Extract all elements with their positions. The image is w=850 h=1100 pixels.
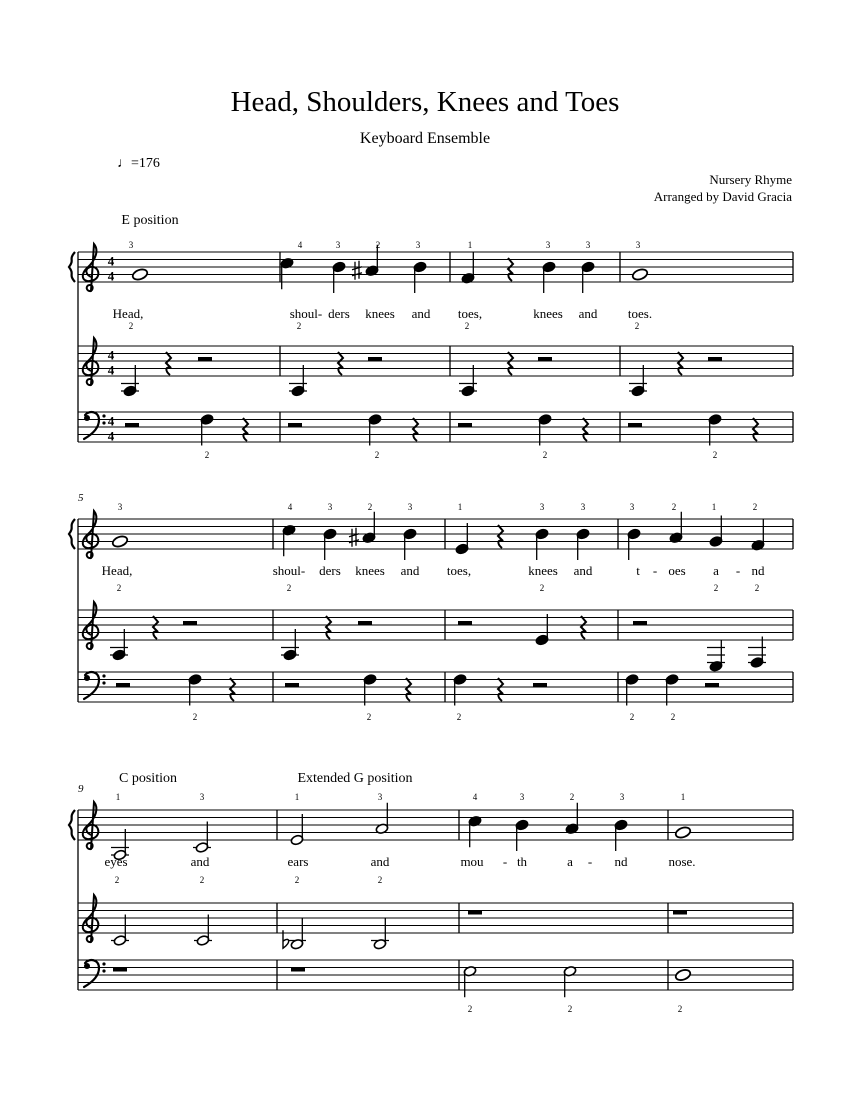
- half-rest-s0-st2: [458, 423, 472, 427]
- fingering-mid-s0-0: 2: [128, 321, 134, 331]
- brace-icon-s0: [69, 252, 75, 282]
- treble-clef-icon-s0-st1: [83, 338, 99, 385]
- bass-clef-icon-s2-dot-lower: [102, 969, 105, 972]
- fingering-top-s1-5: 1: [457, 502, 463, 512]
- fingering-bass-s0-1: 2: [374, 450, 380, 460]
- whole-note-s0-st0: [131, 268, 148, 282]
- sharp-accidental-s1-st0: [349, 528, 359, 547]
- half-rest-s1-st2: [116, 683, 130, 687]
- fingering-mid-s2-1: 2: [199, 875, 205, 885]
- quarter-rest-s1-st2: [498, 678, 503, 701]
- fingering-top-s1-1: 4: [287, 502, 293, 512]
- half-rest-s0-st2: [125, 423, 139, 427]
- fingering-mid-s0-1: 2: [296, 321, 302, 331]
- lyric-s2-8: -: [587, 854, 593, 869]
- bass-clef-icon-s2-dot: [84, 963, 90, 969]
- fingering-top-s1-8: 3: [629, 502, 635, 512]
- fingering-top-s0-3: 2: [375, 240, 381, 250]
- lyric-s1-10: oes: [668, 563, 686, 578]
- treble-clef-icon-s1-st1: [83, 602, 99, 649]
- time-signature-s0-st0-numerator: 4: [107, 253, 115, 269]
- fingering-mid-s1-2: 2: [539, 583, 545, 593]
- measure-number-s1: 5: [78, 492, 84, 504]
- fingering-top-s0-1: 4: [297, 240, 303, 250]
- fingering-mid-s0-3: 2: [634, 321, 640, 331]
- quarter-rest-s1-st1: [581, 616, 586, 639]
- fingering-bass-s0-0: 2: [204, 450, 210, 460]
- time-signature-s0-st2-numerator: 4: [107, 413, 115, 429]
- time-signature-s0-st0-denominator: 4: [107, 268, 115, 284]
- hand-position-label-s2-0: C position: [119, 771, 177, 786]
- fingering-top-s1-4: 3: [407, 502, 413, 512]
- fingering-mid-s2-3: 2: [377, 875, 383, 885]
- quarter-rest-s0-st2: [583, 418, 588, 441]
- quarter-rest-s1-st2: [406, 678, 411, 701]
- quarter-rest-s0-st2: [753, 418, 758, 441]
- fingering-bass-s0-2: 2: [542, 450, 548, 460]
- lyric-s0-5: toes,: [457, 306, 483, 321]
- half-rest-s0-st1: [198, 357, 212, 361]
- fingering-top-s1-7: 3: [580, 502, 586, 512]
- half-rest-s1-st2: [285, 683, 299, 687]
- fingering-top-s2-6: 2: [569, 792, 575, 802]
- fingering-bass-s2-1: 2: [567, 1004, 573, 1014]
- fingering-top-s1-0: 3: [117, 502, 123, 512]
- fingering-mid-s2-2: 2: [294, 875, 300, 885]
- fingering-bass-s2-2: 2: [677, 1004, 683, 1014]
- fingering-top-s0-2: 3: [335, 240, 341, 250]
- fingering-top-s1-11: 2: [752, 502, 758, 512]
- lyric-s1-1: shoul-: [272, 563, 306, 578]
- bass-clef-icon-s1-dot-lower: [102, 681, 105, 684]
- quarter-rest-s0-st2: [413, 418, 418, 441]
- quarter-rest-s0-st1: [338, 352, 343, 375]
- fingering-top-s2-5: 3: [519, 792, 525, 802]
- treble-clef-icon-s2-st1: [83, 895, 99, 942]
- lyric-s2-9: nd: [614, 854, 628, 869]
- half-rest-s1-st2: [705, 683, 719, 687]
- fingering-top-s2-8: 1: [680, 792, 686, 802]
- fingering-top-s2-1: 3: [199, 792, 205, 802]
- lyric-s1-5: toes,: [446, 563, 472, 578]
- fingering-top-s0-4: 3: [415, 240, 421, 250]
- half-rest-s0-st1: [368, 357, 382, 361]
- fingering-mid-s2-0: 2: [114, 875, 120, 885]
- lyric-s2-3: and: [370, 854, 390, 869]
- lyric-s1-2: ders: [319, 563, 341, 578]
- fingering-top-s1-6: 3: [539, 502, 545, 512]
- fingering-mid-s0-2: 2: [464, 321, 470, 331]
- lyric-s1-3: knees: [355, 563, 385, 578]
- quarter-rest-s0-st1: [508, 352, 513, 375]
- whole-note-s2-st0: [674, 826, 691, 840]
- treble-clef-icon-s1-st0: [83, 511, 99, 558]
- tempo-value: =176: [131, 156, 160, 171]
- lyric-s2-7: a: [567, 854, 573, 869]
- fingering-top-s2-4: 4: [472, 792, 478, 802]
- bass-clef-icon-s0-dot-lower: [102, 421, 105, 424]
- quarter-rest-s1-st1: [153, 616, 158, 639]
- brace-icon-s1: [69, 519, 75, 549]
- fingering-mid-s1-0: 2: [116, 583, 122, 593]
- half-rest-s1-st1: [458, 621, 472, 625]
- fingering-top-s1-9: 2: [671, 502, 677, 512]
- half-rest-s1-st1: [358, 621, 372, 625]
- fingering-mid-s1-1: 2: [286, 583, 292, 593]
- fingering-top-s2-3: 3: [377, 792, 383, 802]
- fingering-top-s1-2: 3: [327, 502, 333, 512]
- lyric-s0-0: Head,: [112, 306, 144, 321]
- quarter-rest-s0-st2: [243, 418, 248, 441]
- lyric-s0-6: knees: [533, 306, 563, 321]
- quarter-rest-s1-st2: [230, 678, 235, 701]
- half-rest-s0-st1: [708, 357, 722, 361]
- hand-position-label-s2-1: Extended G position: [297, 771, 413, 786]
- fingering-mid-s1-3: 2: [713, 583, 719, 593]
- whole-note-s0-st0: [631, 268, 648, 282]
- fingering-top-s0-7: 3: [585, 240, 591, 250]
- lyric-s1-7: and: [573, 563, 593, 578]
- lyric-s0-2: ders: [328, 306, 350, 321]
- fingering-top-s0-0: 3: [128, 240, 134, 250]
- treble-clef-icon-s0-st0: [83, 244, 99, 291]
- fingering-bass-s0-3: 2: [712, 450, 718, 460]
- lyric-s1-9: -: [652, 563, 658, 578]
- fingering-bass-s1-2: 2: [456, 712, 462, 722]
- composer-credit: Nursery Rhyme: [709, 172, 792, 187]
- bass-clef-icon-s2-dot-upper: [102, 962, 105, 965]
- quarter-rest-s1-st0: [498, 525, 503, 548]
- fingering-top-s1-3: 2: [367, 502, 373, 512]
- time-signature-s0-st2-denominator: 4: [107, 428, 115, 444]
- whole-rest-s2-st2: [291, 968, 305, 972]
- lyric-s0-4: and: [411, 306, 431, 321]
- lyric-s2-6: th: [516, 854, 528, 869]
- lyric-s0-3: knees: [365, 306, 395, 321]
- measure-number-s2: 9: [78, 783, 84, 795]
- lyric-s2-4: mou: [460, 854, 484, 869]
- lyric-s2-5: -: [502, 854, 508, 869]
- lyric-s1-8: t: [636, 563, 640, 578]
- fingering-top-s1-10: 1: [711, 502, 717, 512]
- half-rest-s0-st2: [628, 423, 642, 427]
- fingering-bass-s2-0: 2: [467, 1004, 473, 1014]
- fingering-mid-s1-4: 2: [754, 583, 760, 593]
- lyric-s2-0: eyes: [104, 854, 128, 869]
- fingering-bass-s1-4: 2: [670, 712, 676, 722]
- lyric-s0-1: shoul-: [289, 306, 323, 321]
- whole-note-s1-st0: [111, 535, 128, 549]
- fingering-top-s0-8: 3: [635, 240, 641, 250]
- brace-icon-s2: [69, 810, 75, 840]
- time-signature-s0-st1-denominator: 4: [107, 362, 115, 378]
- half-rest-s1-st2: [533, 683, 547, 687]
- fingering-bass-s1-0: 2: [192, 712, 198, 722]
- whole-note-s2-st2: [674, 968, 691, 982]
- lyric-s0-7: and: [578, 306, 598, 321]
- whole-rest-s2-st1: [673, 911, 687, 915]
- lyric-s1-4: and: [400, 563, 420, 578]
- half-rest-s0-st2: [288, 423, 302, 427]
- fingering-top-s2-2: 1: [294, 792, 300, 802]
- arranger-credit: Arranged by David Gracia: [653, 189, 792, 204]
- half-rest-s1-st1: [183, 621, 197, 625]
- bass-clef-icon-s0-dot: [84, 415, 90, 421]
- quarter-rest-s1-st1: [326, 616, 331, 639]
- lyric-s2-2: ears: [287, 854, 309, 869]
- sharp-accidental-s0-st0: [352, 261, 362, 280]
- treble-clef-icon-s2-st0: [83, 802, 99, 849]
- lyric-s1-13: nd: [751, 563, 765, 578]
- lyric-s0-8: toes.: [627, 306, 653, 321]
- lyric-s1-6: knees: [528, 563, 558, 578]
- time-signature-s0-st1-numerator: 4: [107, 347, 115, 363]
- lyric-s1-12: -: [735, 563, 741, 578]
- fingering-top-s0-5: 1: [467, 240, 473, 250]
- score-title: Head, Shoulders, Knees and Toes: [230, 86, 620, 118]
- fingering-top-s0-6: 3: [545, 240, 551, 250]
- quarter-rest-s0-st0: [508, 258, 513, 281]
- whole-rest-s2-st1: [468, 911, 482, 915]
- fingering-top-s2-7: 3: [619, 792, 625, 802]
- score-subtitle: Keyboard Ensemble: [359, 130, 491, 147]
- half-rest-s0-st1: [538, 357, 552, 361]
- fingering-bass-s1-3: 2: [629, 712, 635, 722]
- quarter-rest-s0-st1: [166, 352, 171, 375]
- half-rest-s1-st1: [633, 621, 647, 625]
- fingering-top-s2-0: 1: [115, 792, 121, 802]
- bass-clef-icon-s1-dot-upper: [102, 674, 105, 677]
- fingering-bass-s1-1: 2: [366, 712, 372, 722]
- lyric-s2-10: nose.: [668, 854, 696, 869]
- quarter-rest-s0-st1: [678, 352, 683, 375]
- bass-clef-icon-s0-dot-upper: [102, 414, 105, 417]
- quarter-note-icon: ♩: [117, 156, 131, 171]
- hand-position-label-s0-0: E position: [121, 213, 179, 228]
- bass-clef-icon-s1-dot: [84, 675, 90, 681]
- lyric-s1-11: a: [713, 563, 719, 578]
- whole-rest-s2-st2: [113, 968, 127, 972]
- lyric-s2-1: and: [190, 854, 210, 869]
- lyric-s1-0: Head,: [101, 563, 133, 578]
